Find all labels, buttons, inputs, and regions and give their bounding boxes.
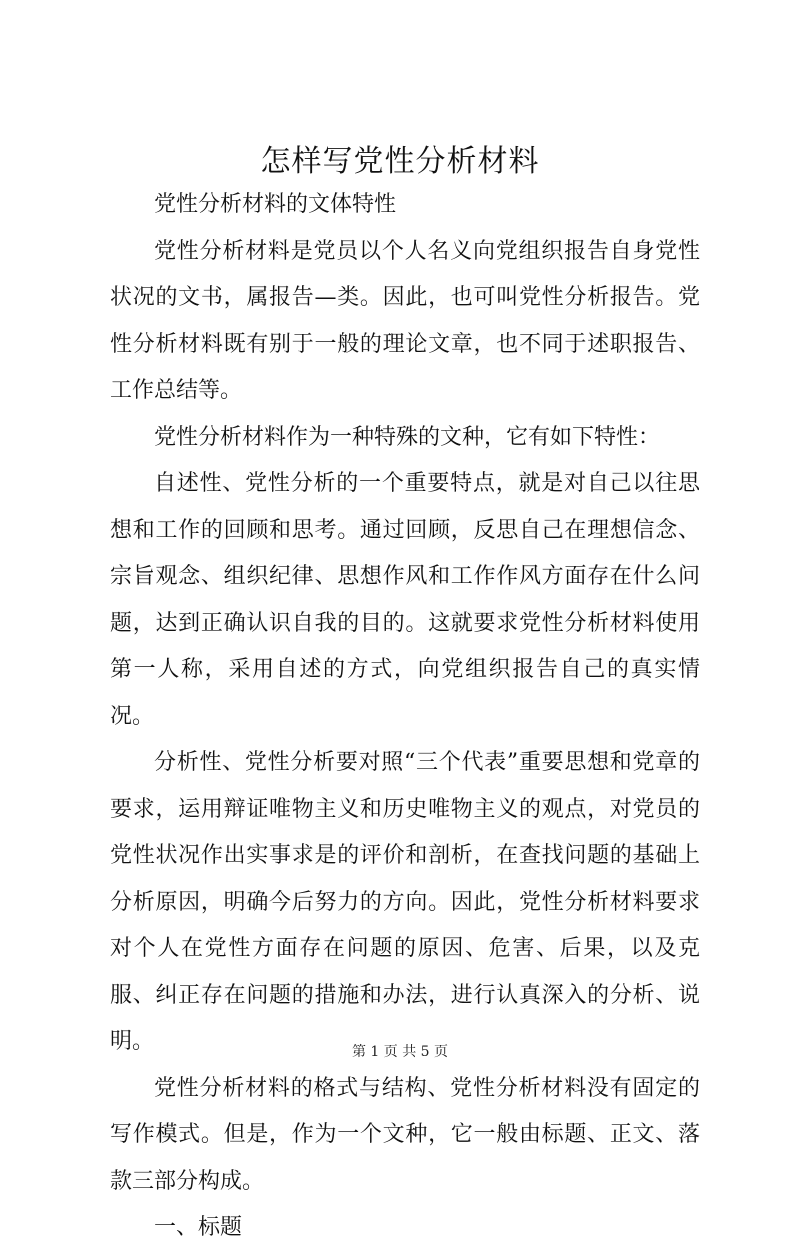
page-footer: 第 1 页 共 5 页 — [351, 1044, 449, 1060]
section-heading-genre-features: 党性分析材料的文体特性 — [154, 192, 397, 217]
subheading-title: 一、标题 — [154, 1215, 243, 1240]
paragraph-format-structure: 党性分析材料的格式与结构、党性分析材料没有固定的写作模式。但是，作为一个文种，它一般由标题、正文、落款三部分构成。 — [110, 1075, 700, 1194]
paragraph-analytical: 分析性、党性分析要对照“三个代表”重要思想和党章的要求，运用辩证唯物主义和历史唯物主义的观点，对党员的党性状况作出实事求是的评价和剖析，在查找问题的基础上分析原因，明确今后努力的方向。因此，党性分析材料要求对个人在党性方面存在问题的原因、危害、后果，以及克服、纠正存在问题的措施和办法，进行认真深入的分析、说明。 — [110, 750, 700, 1054]
paragraph-definition: 党性分析材料是党员以个人名义向党组织报告自身党性状况的文书，属报告—类。因此，也可叫党性分析报告。党性分析材料既有别于一般的理论文章，也不同于述职报告、工作总结等。 — [110, 238, 700, 403]
paragraph-self-narrative: 自述性、党性分析的一个重要特点，就是对自己以往思想和工作的回顾和思考。通过回顾，反思自己在理想信念、宗旨观念、组织纪律、思想作风和工作作风方面存在什么问题，达到正确认识自我的目的。这就要求党性分析材料使用第一人称，采用自述的方式，向党组织报告自己的真实情况。 — [110, 471, 700, 729]
document-body — [110, 182, 700, 1252]
paragraph-features-intro: 党性分析材料作为一种特殊的文种，它有如下特性： — [154, 424, 661, 450]
document-title: 怎样写党性分析材料 — [260, 144, 540, 179]
